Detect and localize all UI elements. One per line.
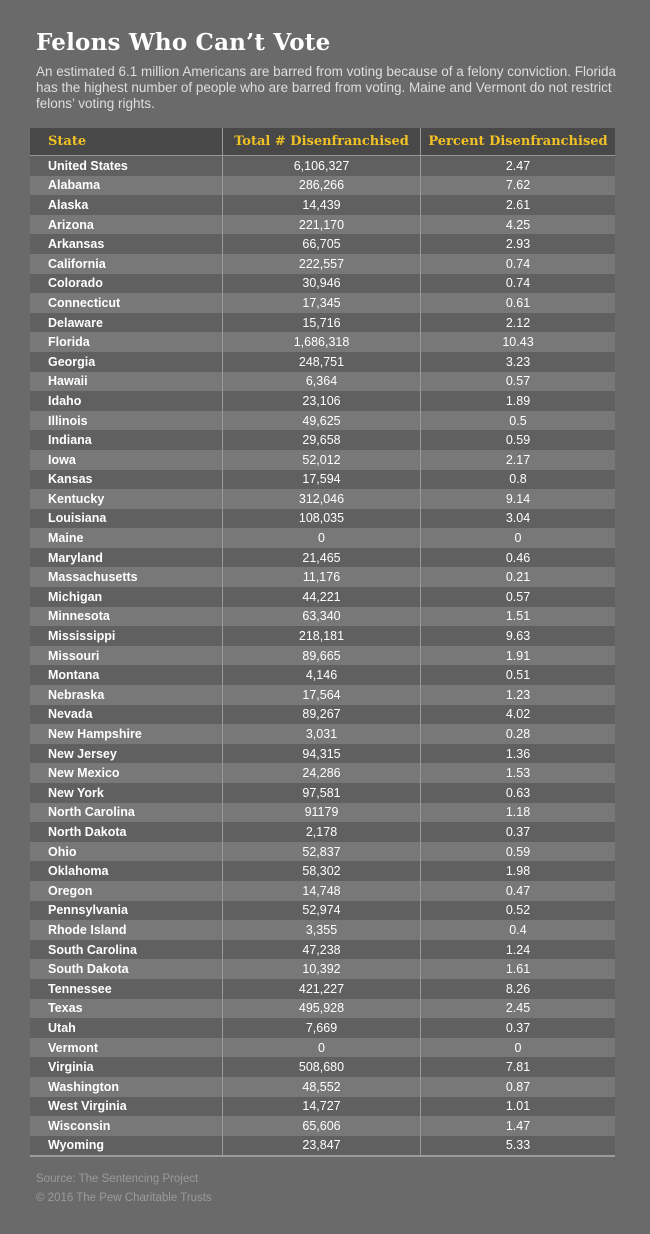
cell-total-disenfranchised: 49,625 (222, 411, 420, 431)
column-header-state: State (48, 134, 87, 149)
table-row (30, 1057, 615, 1077)
table-row (30, 1136, 615, 1156)
cell-percent-disenfranchised: 1.18 (420, 803, 615, 823)
page-title: Felons Who Can’t Vote (36, 29, 331, 56)
cell-percent-disenfranchised: 0.63 (420, 783, 615, 803)
table-row (30, 626, 615, 646)
cell-state: Wisconsin (48, 1118, 111, 1133)
cell-total-disenfranchised: 29,658 (222, 430, 420, 450)
table-row (30, 195, 615, 215)
cell-percent-disenfranchised: 0.37 (420, 822, 615, 842)
cell-state: Pennsylvania (48, 903, 128, 918)
cell-state: Maine (48, 531, 84, 546)
table-row (30, 274, 615, 294)
cell-percent-disenfranchised: 7.81 (420, 1057, 615, 1077)
cell-percent-disenfranchised: 1.98 (420, 861, 615, 881)
copyright-note: © 2016 The Pew Charitable Trusts (36, 1192, 212, 1204)
cell-state: Virginia (48, 1060, 94, 1075)
table-row (30, 313, 615, 333)
cell-state: Rhode Island (48, 922, 127, 937)
cell-percent-disenfranchised: 5.33 (420, 1136, 615, 1156)
cell-state: Idaho (48, 393, 82, 408)
cell-percent-disenfranchised: 0.74 (420, 254, 615, 274)
cell-state: Texas (48, 1001, 83, 1016)
table-row (30, 861, 615, 881)
cell-state: Washington (48, 1079, 120, 1094)
cell-state: Georgia (48, 354, 96, 369)
table-row (30, 940, 615, 960)
cell-total-disenfranchised: 91179 (222, 803, 420, 823)
cell-total-disenfranchised: 0 (222, 1038, 420, 1058)
cell-percent-disenfranchised: 0.59 (420, 430, 615, 450)
cell-percent-disenfranchised: 0.21 (420, 567, 615, 587)
table-row (30, 685, 615, 705)
cell-total-disenfranchised: 63,340 (222, 607, 420, 627)
cell-percent-disenfranchised: 2.61 (420, 195, 615, 215)
cell-total-disenfranchised: 14,439 (222, 195, 420, 215)
cell-percent-disenfranchised: 0.8 (420, 470, 615, 490)
cell-percent-disenfranchised: 1.23 (420, 685, 615, 705)
cell-percent-disenfranchised: 9.14 (420, 489, 615, 509)
table-row (30, 587, 615, 607)
cell-percent-disenfranchised: 2.17 (420, 450, 615, 470)
cell-percent-disenfranchised: 10.43 (420, 332, 615, 352)
table-row (30, 176, 615, 196)
table-row (30, 607, 615, 627)
cell-state: Colorado (48, 276, 103, 291)
cell-percent-disenfranchised: 1.24 (420, 940, 615, 960)
footer (36, 1170, 212, 1208)
cell-percent-disenfranchised: 1.91 (420, 646, 615, 666)
table-row (30, 567, 615, 587)
cell-state: Louisiana (48, 511, 107, 526)
table-row (30, 489, 615, 509)
cell-state: Missouri (48, 648, 100, 663)
table-row (30, 528, 615, 548)
cell-percent-disenfranchised: 9.63 (420, 626, 615, 646)
cell-percent-disenfranchised: 1.01 (420, 1097, 615, 1117)
cell-total-disenfranchised: 66,705 (222, 234, 420, 254)
cell-state: United States (48, 158, 128, 173)
cell-state: Tennessee (48, 981, 112, 996)
cell-total-disenfranchised: 89,267 (222, 705, 420, 725)
table-row (30, 372, 615, 392)
cell-state: North Dakota (48, 824, 127, 839)
cell-total-disenfranchised: 286,266 (222, 176, 420, 196)
cell-state: New York (48, 785, 104, 800)
cell-state: Florida (48, 335, 90, 350)
cell-state: Arizona (48, 217, 94, 232)
cell-percent-disenfranchised: 0.61 (420, 293, 615, 313)
table-row (30, 783, 615, 803)
table-row (30, 881, 615, 901)
cell-total-disenfranchised: 44,221 (222, 587, 420, 607)
cell-state: Maryland (48, 550, 103, 565)
cell-percent-disenfranchised: 2.47 (420, 156, 615, 176)
cell-state: Iowa (48, 452, 76, 467)
cell-percent-disenfranchised: 1.89 (420, 391, 615, 411)
cell-percent-disenfranchised: 0.51 (420, 665, 615, 685)
cell-percent-disenfranchised: 0.74 (420, 274, 615, 294)
cell-total-disenfranchised: 7,669 (222, 1018, 420, 1038)
cell-percent-disenfranchised: 0 (420, 528, 615, 548)
table-body (30, 156, 615, 1157)
table-row (30, 665, 615, 685)
cell-state: Wyoming (48, 1138, 105, 1153)
cell-total-disenfranchised: 52,974 (222, 901, 420, 921)
cell-state: Nevada (48, 707, 93, 722)
cell-total-disenfranchised: 17,564 (222, 685, 420, 705)
cell-percent-disenfranchised: 1.36 (420, 744, 615, 764)
cell-percent-disenfranchised: 1.47 (420, 1116, 615, 1136)
cell-percent-disenfranchised: 2.45 (420, 999, 615, 1019)
table-row (30, 1038, 615, 1058)
cell-percent-disenfranchised: 1.51 (420, 607, 615, 627)
cell-total-disenfranchised: 11,176 (222, 567, 420, 587)
cell-state: Oklahoma (48, 864, 109, 879)
cell-total-disenfranchised: 312,046 (222, 489, 420, 509)
cell-state: Ohio (48, 844, 77, 859)
cell-state: Oregon (48, 883, 93, 898)
cell-total-disenfranchised: 14,727 (222, 1097, 420, 1117)
cell-percent-disenfranchised: 4.02 (420, 705, 615, 725)
column-header-percent-disenfranchised: Percent Disenfranchised (420, 128, 615, 155)
cell-total-disenfranchised: 421,227 (222, 979, 420, 999)
table-row (30, 763, 615, 783)
cell-total-disenfranchised: 47,238 (222, 940, 420, 960)
cell-state: Montana (48, 668, 100, 683)
cell-total-disenfranchised: 495,928 (222, 999, 420, 1019)
cell-state: Massachusetts (48, 570, 138, 585)
cell-state: Connecticut (48, 295, 121, 310)
table-row (30, 430, 615, 450)
cell-total-disenfranchised: 23,847 (222, 1136, 420, 1156)
cell-total-disenfranchised: 248,751 (222, 352, 420, 372)
table-row (30, 509, 615, 529)
cell-percent-disenfranchised: 2.93 (420, 234, 615, 254)
cell-total-disenfranchised: 222,557 (222, 254, 420, 274)
cell-percent-disenfranchised: 2.12 (420, 313, 615, 333)
table-row (30, 293, 615, 313)
cell-state: Minnesota (48, 609, 110, 624)
table-row (30, 548, 615, 568)
cell-total-disenfranchised: 218,181 (222, 626, 420, 646)
cell-total-disenfranchised: 221,170 (222, 215, 420, 235)
cell-percent-disenfranchised: 0.37 (420, 1018, 615, 1038)
cell-percent-disenfranchised: 0.46 (420, 548, 615, 568)
cell-state: Indiana (48, 433, 92, 448)
cell-state: Mississippi (48, 629, 116, 644)
cell-percent-disenfranchised: 0.47 (420, 881, 615, 901)
cell-total-disenfranchised: 30,946 (222, 274, 420, 294)
cell-state: Vermont (48, 1040, 99, 1055)
cell-total-disenfranchised: 0 (222, 528, 420, 548)
cell-state: Kansas (48, 472, 93, 487)
cell-total-disenfranchised: 15,716 (222, 313, 420, 333)
table-row (30, 901, 615, 921)
table-header-row (30, 128, 615, 156)
subtitle-text: An estimated 6.1 million Americans are barred from voting because of a felony conviction. Florida has the highest number of people who are barred from voting. Maine and Vermont do not restrict felons’ voting rights. (36, 64, 617, 111)
cell-total-disenfranchised: 1,686,318 (222, 332, 420, 352)
table-row (30, 920, 615, 940)
cell-state: California (48, 256, 106, 271)
cell-state: New Jersey (48, 746, 117, 761)
cell-total-disenfranchised: 6,364 (222, 372, 420, 392)
table-row (30, 959, 615, 979)
cell-total-disenfranchised: 10,392 (222, 959, 420, 979)
cell-percent-disenfranchised: 0.57 (420, 372, 615, 392)
cell-state: South Dakota (48, 962, 129, 977)
cell-total-disenfranchised: 52,012 (222, 450, 420, 470)
cell-total-disenfranchised: 3,355 (222, 920, 420, 940)
cell-total-disenfranchised: 6,106,327 (222, 156, 420, 176)
table-row (30, 646, 615, 666)
table-row (30, 1077, 615, 1097)
table-row (30, 1097, 615, 1117)
cell-percent-disenfranchised: 1.61 (420, 959, 615, 979)
table-row (30, 803, 615, 823)
table-row (30, 822, 615, 842)
cell-total-disenfranchised: 48,552 (222, 1077, 420, 1097)
cell-percent-disenfranchised: 8.26 (420, 979, 615, 999)
table-row (30, 842, 615, 862)
cell-percent-disenfranchised: 0.4 (420, 920, 615, 940)
cell-total-disenfranchised: 94,315 (222, 744, 420, 764)
cell-state: New Hampshire (48, 727, 142, 742)
cell-total-disenfranchised: 97,581 (222, 783, 420, 803)
table-row (30, 352, 615, 372)
cell-state: Kentucky (48, 491, 105, 506)
source-note: Source: The Sentencing Project (36, 1173, 199, 1185)
cell-total-disenfranchised: 108,035 (222, 509, 420, 529)
cell-total-disenfranchised: 14,748 (222, 881, 420, 901)
table-row (30, 332, 615, 352)
table-row (30, 156, 615, 176)
cell-state: South Carolina (48, 942, 137, 957)
table-row (30, 705, 615, 725)
cell-percent-disenfranchised: 0.57 (420, 587, 615, 607)
cell-percent-disenfranchised: 0.28 (420, 724, 615, 744)
cell-percent-disenfranchised: 4.25 (420, 215, 615, 235)
cell-percent-disenfranchised: 0.52 (420, 901, 615, 921)
cell-percent-disenfranchised: 7.62 (420, 176, 615, 196)
table-row (30, 391, 615, 411)
cell-percent-disenfranchised: 0.87 (420, 1077, 615, 1097)
cell-total-disenfranchised: 24,286 (222, 763, 420, 783)
cell-total-disenfranchised: 52,837 (222, 842, 420, 862)
cell-state: Alabama (48, 178, 101, 193)
table-row (30, 234, 615, 254)
table-row (30, 215, 615, 235)
cell-state: Illinois (48, 413, 88, 428)
table-row (30, 450, 615, 470)
cell-state: West Virginia (48, 1099, 127, 1114)
cell-total-disenfranchised: 65,606 (222, 1116, 420, 1136)
cell-total-disenfranchised: 4,146 (222, 665, 420, 685)
cell-total-disenfranchised: 17,345 (222, 293, 420, 313)
table-row (30, 1116, 615, 1136)
cell-percent-disenfranchised: 3.23 (420, 352, 615, 372)
table-row (30, 979, 615, 999)
cell-state: Michigan (48, 589, 103, 604)
cell-state: Alaska (48, 197, 89, 212)
table-row (30, 724, 615, 744)
cell-state: North Carolina (48, 805, 135, 820)
cell-percent-disenfranchised: 0.59 (420, 842, 615, 862)
cell-state: Hawaii (48, 374, 88, 389)
table-row (30, 999, 615, 1019)
cell-total-disenfranchised: 21,465 (222, 548, 420, 568)
cell-state: Arkansas (48, 237, 105, 252)
table-row (30, 254, 615, 274)
data-table (30, 128, 615, 1157)
cell-total-disenfranchised: 17,594 (222, 470, 420, 490)
cell-state: Nebraska (48, 687, 105, 702)
column-header-total-disenfranchised: Total # Disenfranchised (222, 128, 420, 155)
cell-state: Utah (48, 1020, 76, 1035)
cell-percent-disenfranchised: 0.5 (420, 411, 615, 431)
cell-total-disenfranchised: 2,178 (222, 822, 420, 842)
cell-total-disenfranchised: 89,665 (222, 646, 420, 666)
cell-percent-disenfranchised: 3.04 (420, 509, 615, 529)
cell-percent-disenfranchised: 0 (420, 1038, 615, 1058)
cell-state: Delaware (48, 315, 103, 330)
cell-total-disenfranchised: 58,302 (222, 861, 420, 881)
table-row (30, 411, 615, 431)
table-row (30, 470, 615, 490)
cell-total-disenfranchised: 23,106 (222, 391, 420, 411)
cell-total-disenfranchised: 3,031 (222, 724, 420, 744)
table-row (30, 744, 615, 764)
cell-state: New Mexico (48, 766, 120, 781)
cell-total-disenfranchised: 508,680 (222, 1057, 420, 1077)
table-row (30, 1018, 615, 1038)
cell-percent-disenfranchised: 1.53 (420, 763, 615, 783)
